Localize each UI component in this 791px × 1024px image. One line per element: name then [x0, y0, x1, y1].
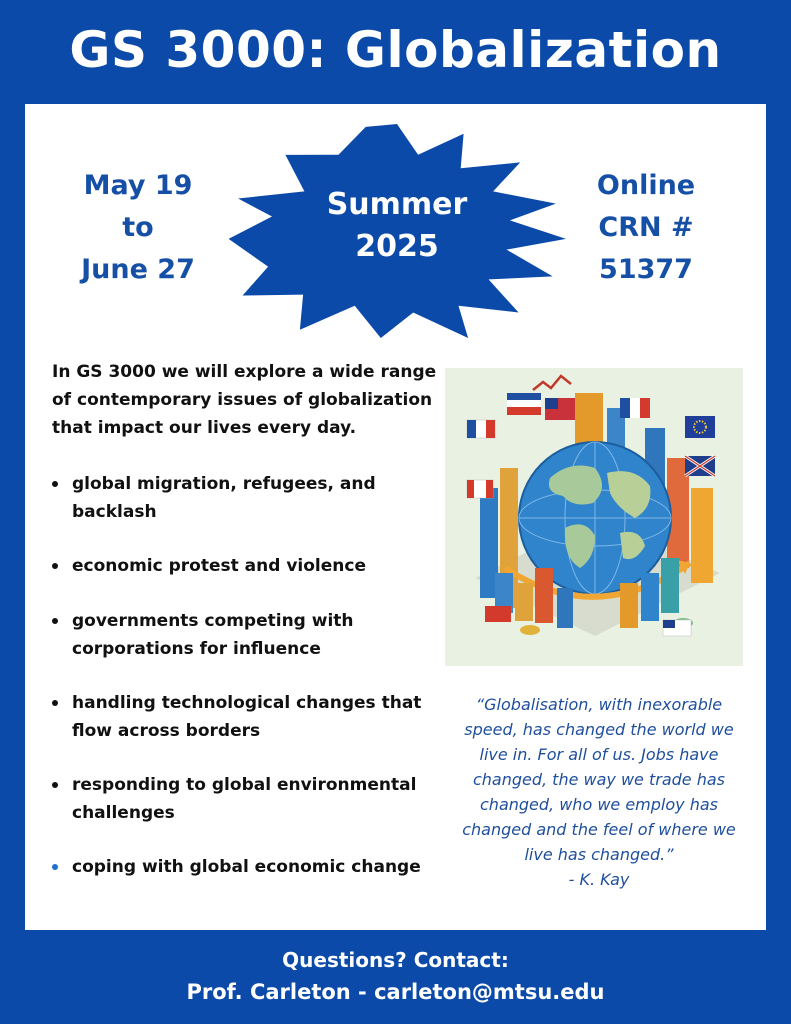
term-season: Summer: [326, 187, 468, 222]
list-item: [52, 771, 432, 827]
crn-number: 51377: [599, 254, 693, 285]
contact-footer: [0, 930, 791, 1024]
crn-label: CRN #: [598, 212, 694, 243]
end-date: June 27: [81, 254, 195, 285]
list-item: [52, 552, 432, 580]
bullet-icon: [52, 864, 58, 870]
dates-connector: to: [122, 212, 154, 243]
bullet-icon: [52, 563, 58, 569]
page-title: GS 3000: Globalization: [69, 21, 722, 79]
course-format: [560, 165, 732, 291]
course-dates: [50, 165, 226, 291]
topic-text: governments competing with corporations for influence: [72, 611, 354, 659]
bullet-icon: [52, 618, 58, 624]
term-label: [290, 184, 504, 268]
topic-text: handling technological changes that flow across borders: [72, 693, 422, 741]
bullet-icon: [52, 481, 58, 487]
list-item: [52, 689, 432, 745]
topic-text: responding to global environmental challenges: [72, 775, 417, 823]
contact-info: Prof. Carleton - carleton@mtsu.edu: [186, 980, 605, 1004]
list-item: [52, 607, 432, 663]
start-date: May 19: [83, 170, 193, 201]
quote-author: - K. Kay: [568, 870, 630, 889]
topic-list: [52, 470, 432, 881]
quote-block: [448, 692, 750, 892]
term-year: 2025: [355, 229, 439, 264]
topic-text: coping with global economic change: [72, 857, 421, 877]
intro-paragraph: In GS 3000 we will explore a wide range of contemporary issues of globalization that impact our lives every day.: [52, 362, 437, 438]
list-item: [52, 853, 432, 881]
bullet-icon: [52, 700, 58, 706]
topic-text: economic protest and violence: [72, 556, 366, 576]
quote-text: “Globalisation, with inexorable speed, has changed the world we live in. For all of us. Jobs have changed, the way we trade has changed, who we employ has changed and the feel of where we live has changed.”: [462, 695, 736, 864]
globalization-illustration: [445, 368, 743, 666]
topic-text: global migration, refugees, and backlash: [72, 474, 376, 522]
bullet-icon: [52, 782, 58, 788]
format-label: Online: [596, 170, 696, 201]
contact-prompt: Questions? Contact:: [282, 948, 509, 972]
list-item: [52, 470, 432, 526]
